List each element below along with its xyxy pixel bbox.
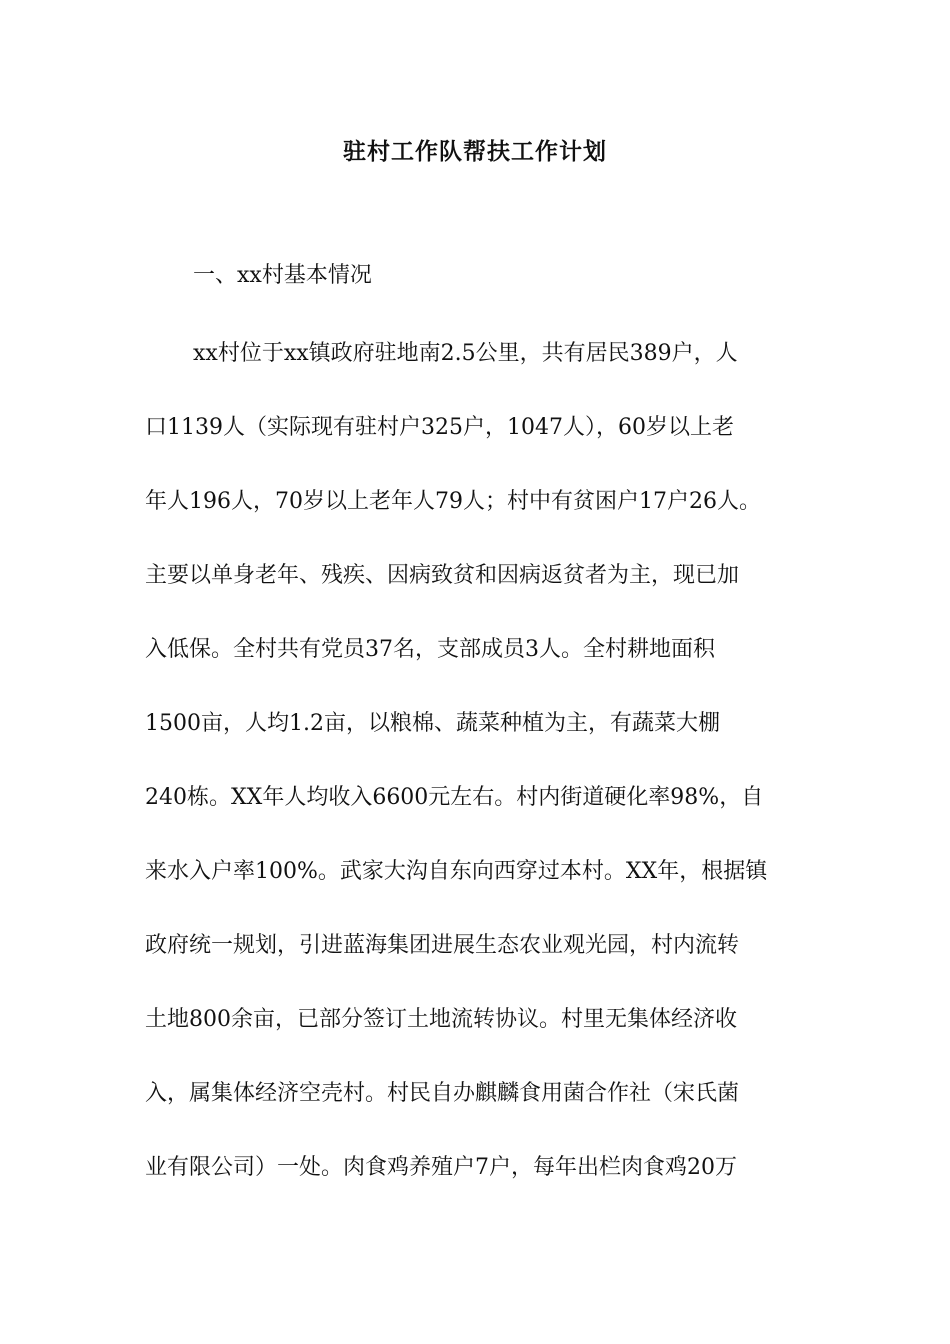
paragraph-line: 主要以单身老年、残疾、因病致贫和因病返贫者为主，现已加 [145, 563, 740, 588]
paragraph-line: 入，属集体经济空壳村。村民自办麒麟食用菌合作社（宋氏菌 [145, 1081, 740, 1106]
paragraph-line: 土地800余亩，已部分签订土地流转协议。村里无集体经济收 [145, 1007, 737, 1032]
paragraph-line: 入低保。全村共有党员37名，支部成员3人。全村耕地面积 [145, 637, 715, 662]
paragraph-line: xx村位于xx镇政府驻地南2.5公里，共有居民389户，人 [193, 341, 738, 366]
paragraph-line: 业有限公司）一处。肉食鸡养殖户7户，每年出栏肉食鸡20万 [145, 1155, 737, 1180]
paragraph-line: 政府统一规划，引进蓝海集团进展生态农业观光园，村内流转 [145, 933, 740, 958]
section-heading: 一、xx村基本情况 [193, 263, 372, 288]
paragraph-line: 年人196人，70岁以上老年人79人；村中有贫困户17户26人。 [145, 489, 761, 514]
paragraph-line: 1500亩，人均1.2亩，以粮棉、蔬菜种植为主，有蔬菜大棚 [145, 711, 720, 736]
paragraph-line: 口1139人（实际现有驻村户325户，1047人），60岁以上老 [145, 415, 734, 440]
paragraph-line: 来水入户率100%。武家大沟自东向西穿过本村。XX年，根据镇 [145, 859, 768, 884]
paragraph-line: 240栋。XX年人均收入6600元左右。村内街道硬化率98%，自 [145, 785, 764, 810]
document-title: 驻村工作队帮扶工作计划 [343, 138, 607, 165]
